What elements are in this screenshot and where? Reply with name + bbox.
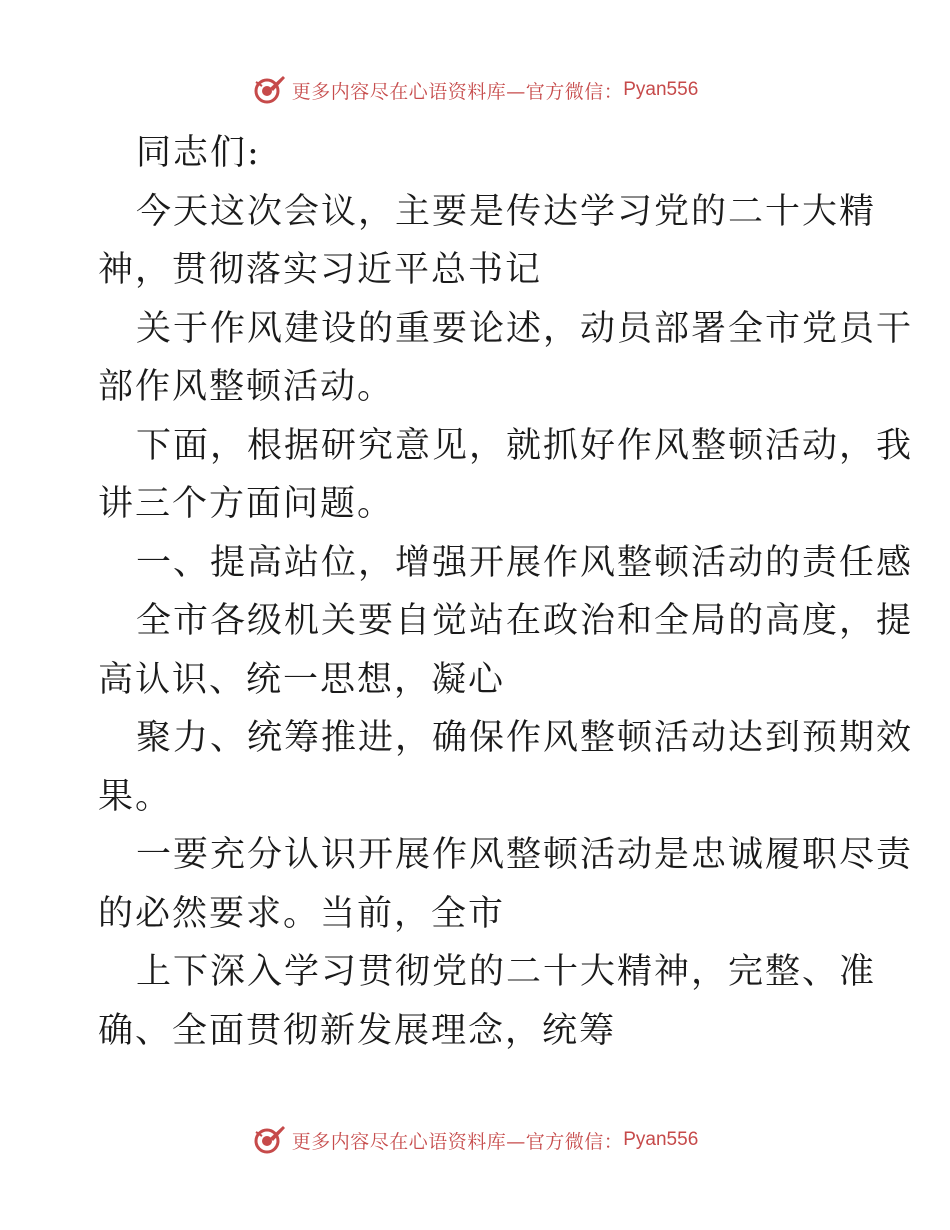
text-line: 聚力、统筹推进，确保作风整顿活动达到预期效 [136, 718, 914, 758]
text-line: 高认识、统一思想，凝心 [98, 659, 506, 700]
text-line: 神，贯彻落实习近平总书记 [98, 250, 543, 290]
text-line: 全市各级机关要自觉站在政治和全局的高度，提 [136, 601, 914, 641]
header-watermark [0, 70, 950, 110]
text-line: 一要充分认识开展作风整顿活动是忠诚履职尽责 [136, 835, 914, 875]
banner-handle: Pyan556 [623, 1129, 699, 1150]
text-line: 确、全面贯彻新发展理念，统筹 [98, 1010, 617, 1051]
text-line: 果。 [98, 776, 173, 817]
pen-logo-icon [252, 73, 286, 107]
text-line: 上下深入学习贯彻党的二十大精神，完整、准 [136, 952, 877, 992]
text-line: 的必然要求。当前，全市 [98, 893, 506, 934]
banner-text: 更多内容尽在心语资料库—官方微信： [291, 1130, 624, 1153]
text-line: 讲三个方面问题。 [98, 484, 395, 524]
banner-text: 更多内容尽在心语资料库—官方微信： [291, 80, 624, 103]
document-body [98, 124, 914, 1060]
banner-handle: Pyan556 [623, 79, 699, 100]
text-line: 同志们: [136, 133, 261, 173]
text-line: 今天这次会议，主要是传达学习党的二十大精 [136, 191, 877, 232]
section-heading: 一、提高站位，增强开展作风整顿活动的责任感 [136, 542, 914, 583]
text-line: 部作风整顿活动。 [98, 367, 395, 407]
footer-watermark [0, 1120, 950, 1160]
pen-logo-icon [252, 1123, 286, 1157]
text-line: 下面，根据研究意见，就抓好作风整顿活动，我 [136, 425, 914, 466]
text-line: 关于作风建设的重要论述，动员部署全市党员干 [136, 308, 914, 349]
